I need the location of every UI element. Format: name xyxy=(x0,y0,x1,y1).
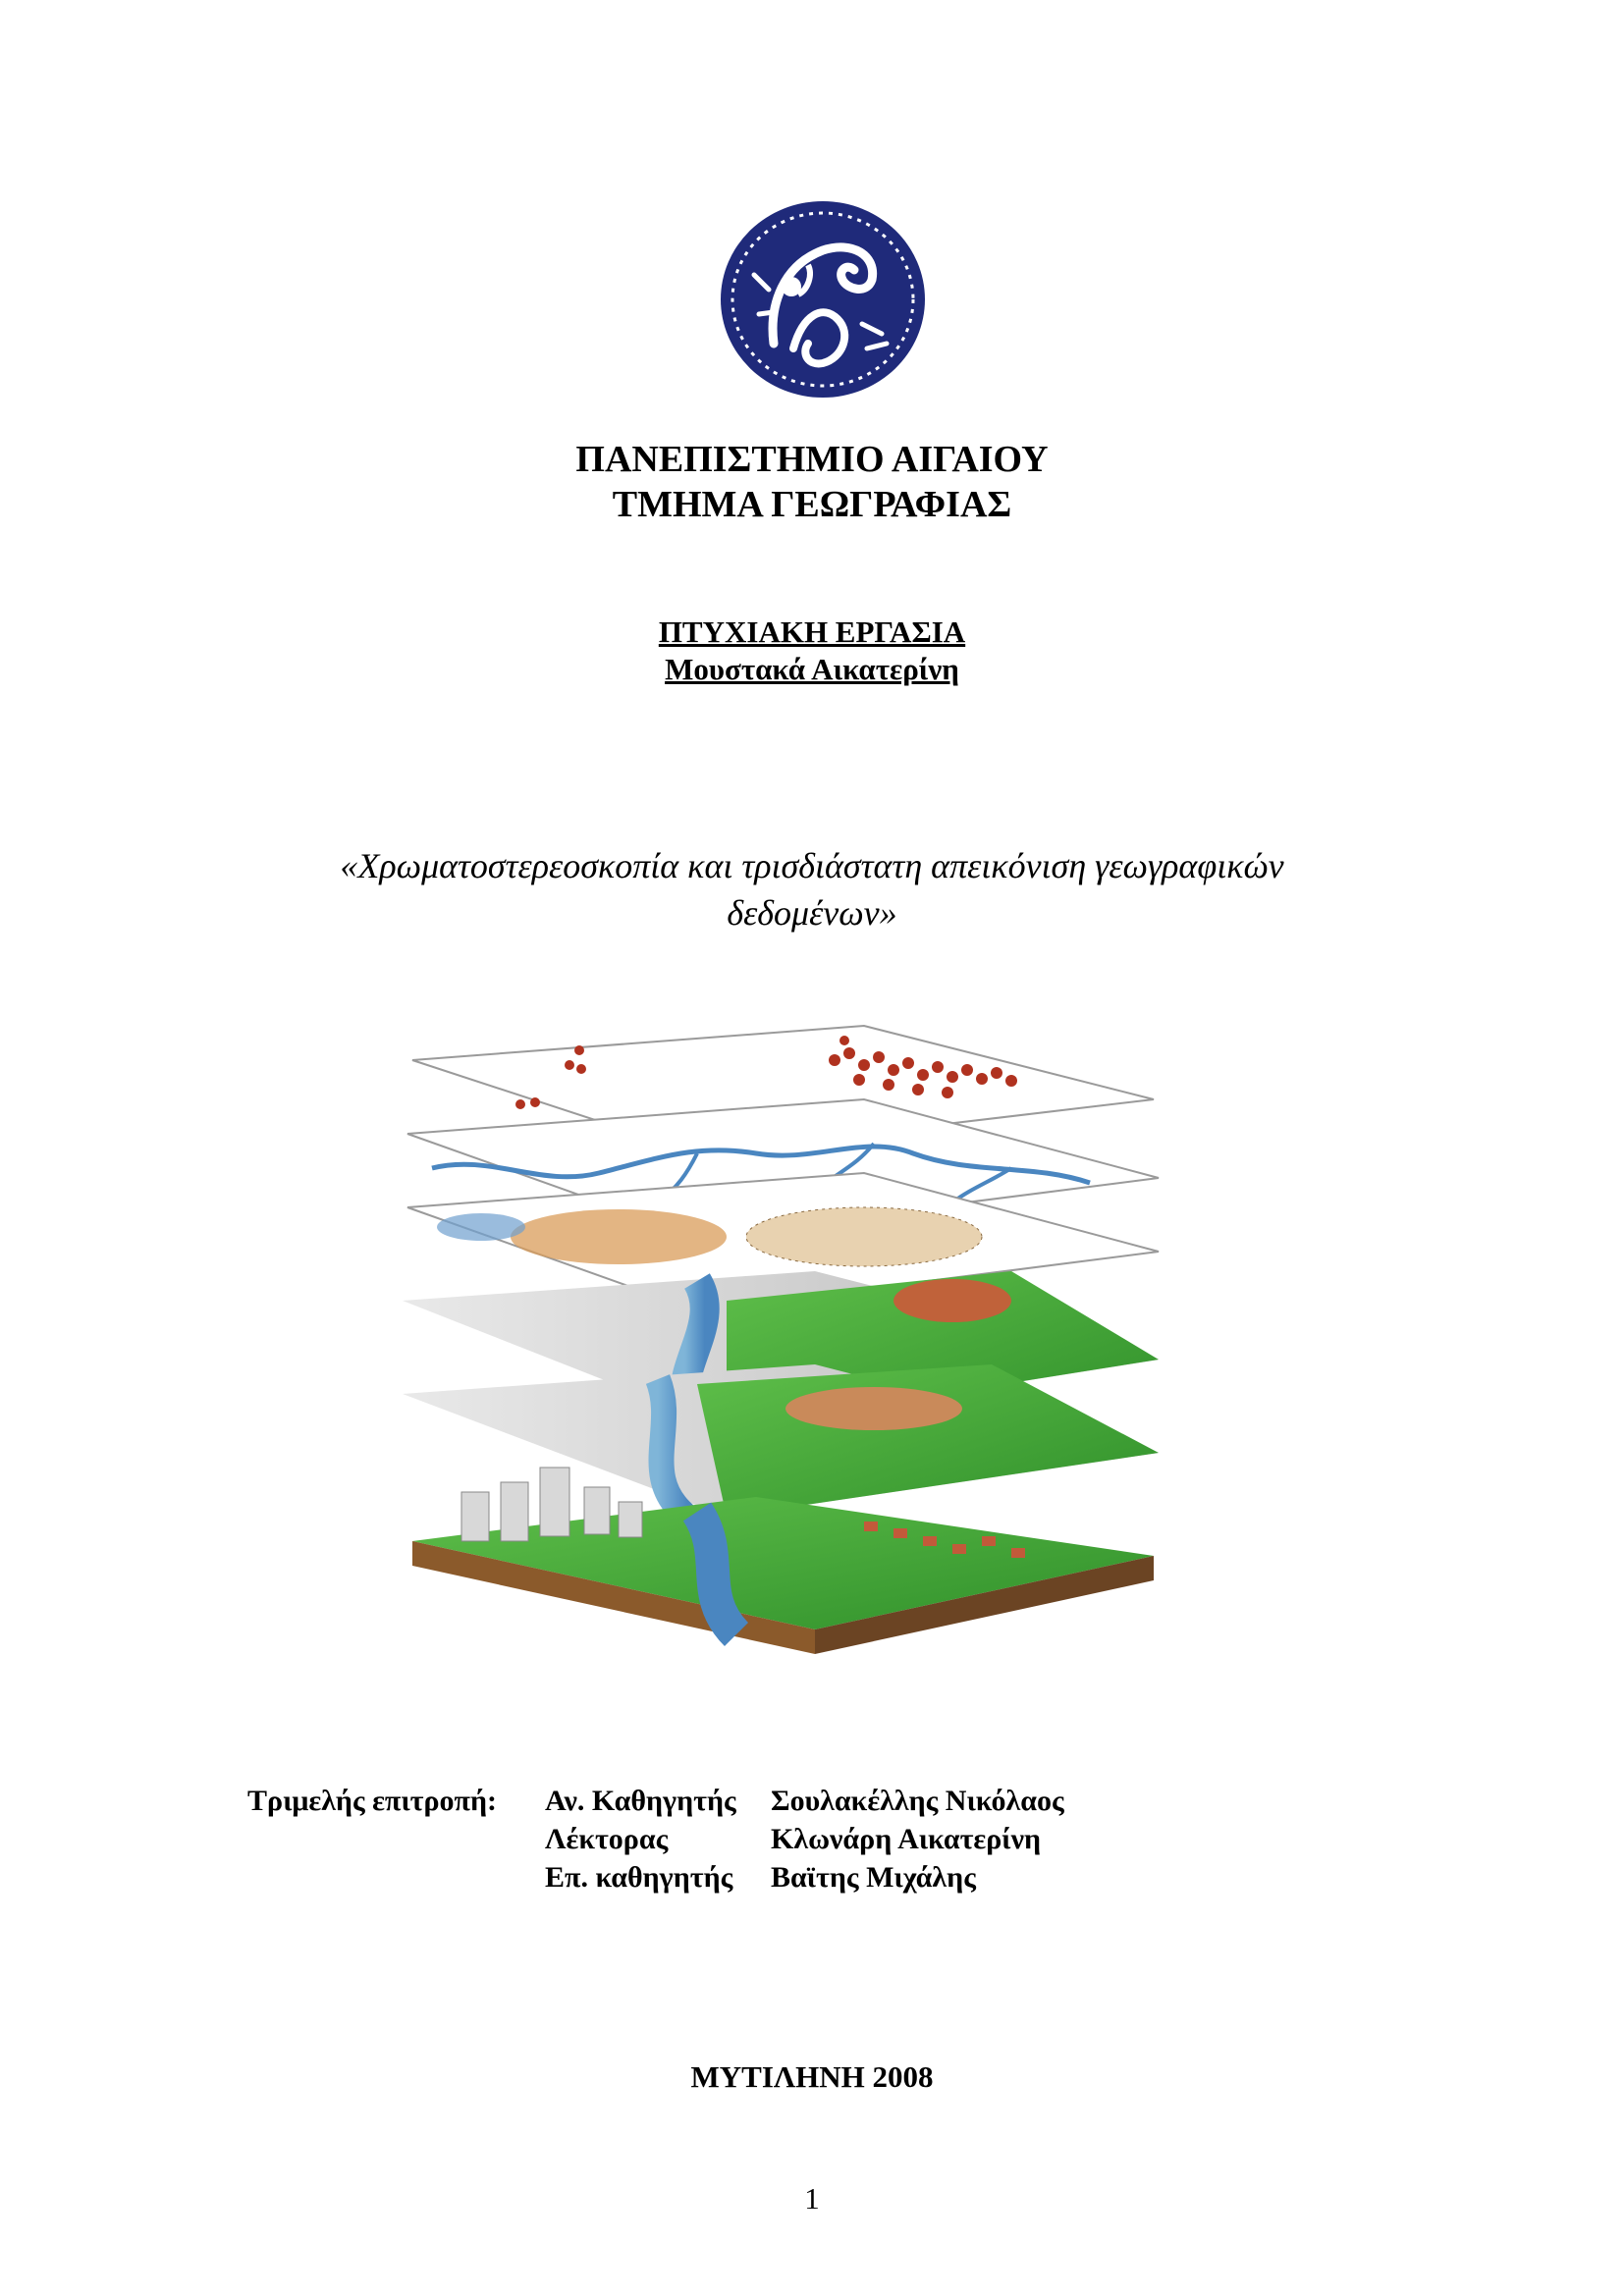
university-header xyxy=(0,437,1624,527)
page-number: 1 xyxy=(804,2181,820,2216)
committee-member-3-name: Βαϊτης Μιχάλης xyxy=(771,1861,976,1894)
gis-layers-illustration-icon xyxy=(403,1006,1164,1654)
thesis-author: Μουστακά Αικατερίνη xyxy=(665,652,959,686)
committee-section xyxy=(0,1782,1624,1899)
place-year: ΜΥΤΙΛΗΝΗ 2008 xyxy=(690,2059,934,2094)
committee-member-3-role: Επ. καθηγητής xyxy=(545,1861,733,1894)
thesis-type: ΠΤΥΧΙΑΚΗ ΕΡΓΑΣΙΑ xyxy=(658,614,966,649)
committee-member-2-role: Λέκτορας xyxy=(545,1823,669,1855)
university-name: ΠΑΝΕΠΙΣΤΗΜΙΟ ΑΙΓΑΙΟΥ xyxy=(575,439,1049,480)
university-seal-icon xyxy=(715,196,931,402)
committee-member-1-name: Σουλακέλλης Νικόλαος xyxy=(771,1785,1064,1817)
committee-member-1-role: Αν. Καθηγητής xyxy=(545,1785,736,1817)
committee-member-2-name: Κλωνάρη Αικατερίνη xyxy=(771,1823,1042,1855)
committee-label: Τριμελής επιτροπή: xyxy=(247,1785,498,1817)
thesis-info xyxy=(0,614,1624,688)
thesis-title-line-1: «Χρωματοστερεοσκοπία και τρισδιάστατη απεικόνιση γεωγραφικών xyxy=(340,846,1284,885)
department-name: ΤΜΗΜΑ ΓΕΩΓΡΑΦΙΑΣ xyxy=(612,484,1012,525)
thesis-title xyxy=(226,842,1398,936)
thesis-title-line-2: δεδομένων» xyxy=(727,893,897,933)
